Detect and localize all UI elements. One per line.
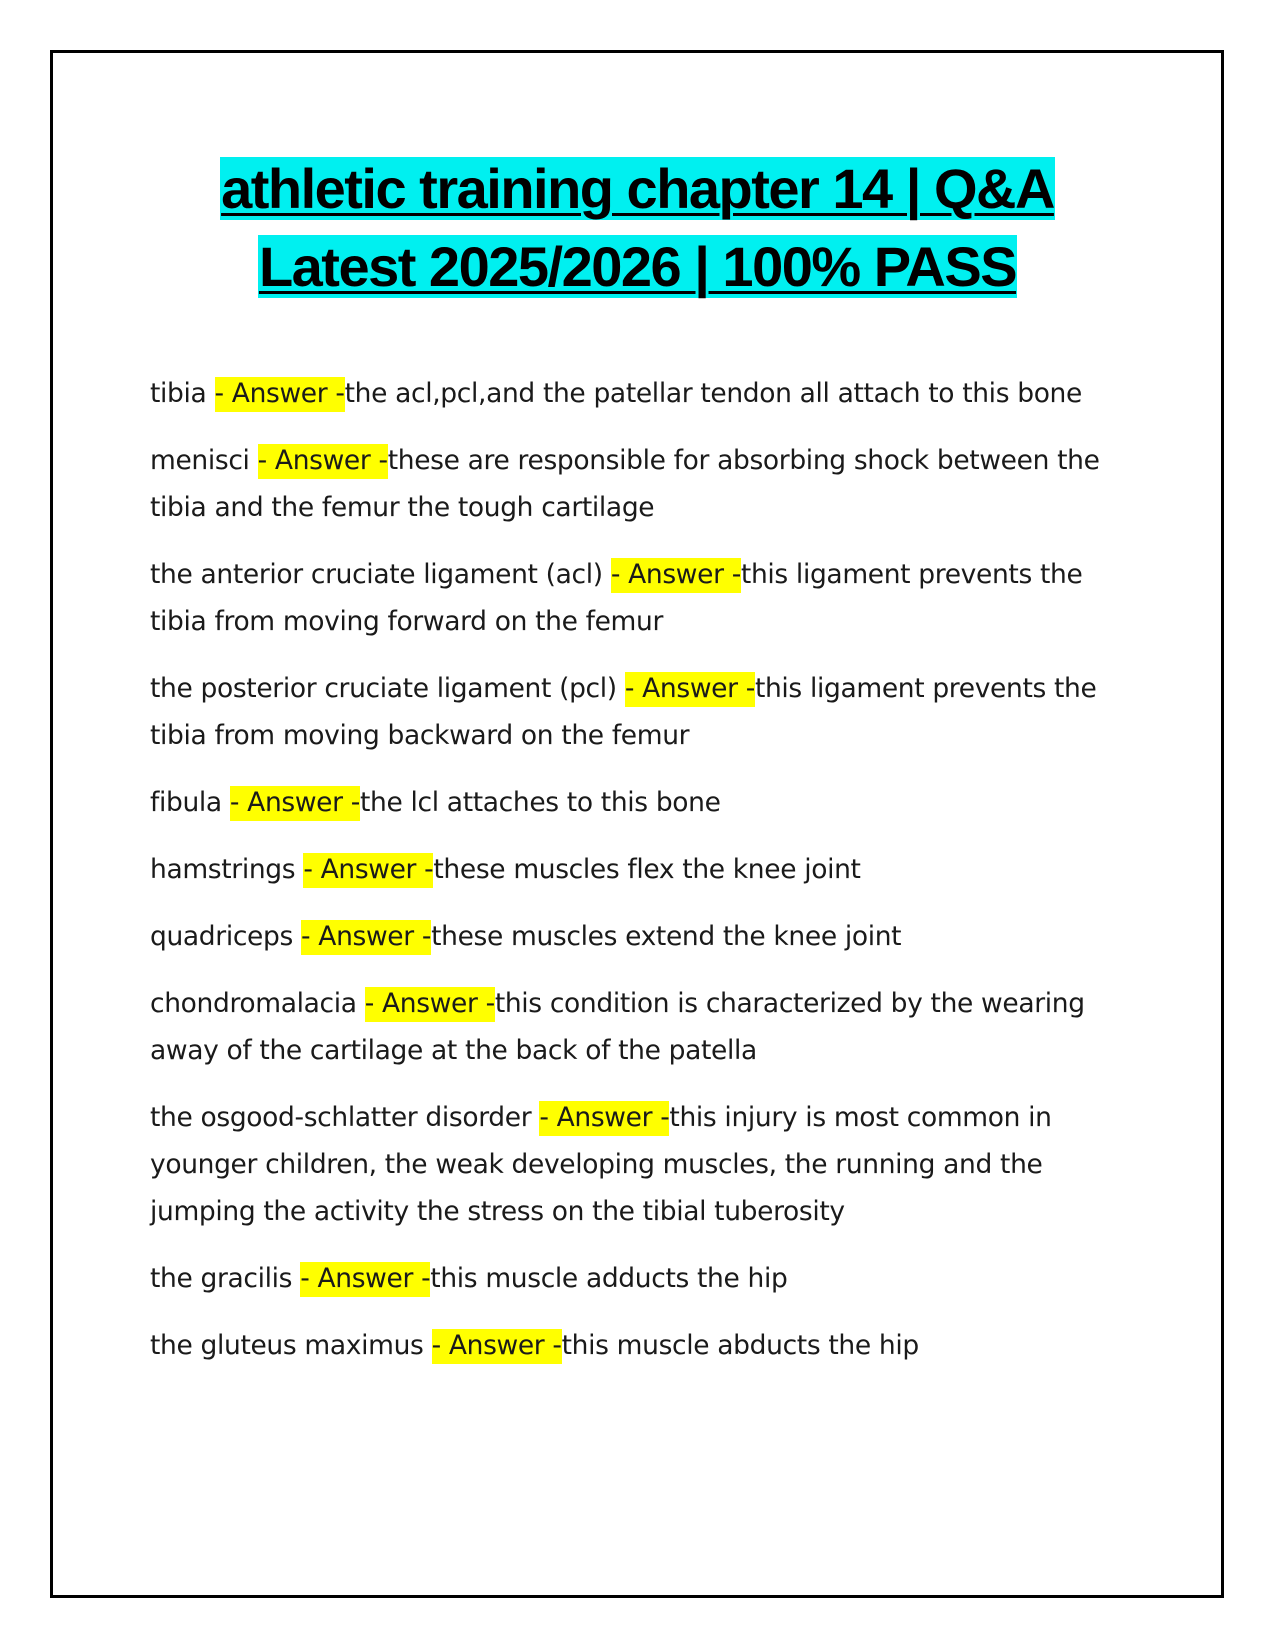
answer-marker: - Answer -	[432, 1329, 562, 1364]
qa-answer: these are responsible for absorbing shock between the tibia and the femur the tough cartilage	[150, 445, 1100, 523]
answer-marker: - Answer -	[300, 1262, 430, 1297]
qa-term: fibula	[150, 787, 230, 818]
qa-item	[150, 779, 1135, 826]
qa-list	[150, 370, 1135, 1389]
qa-item	[150, 1094, 1135, 1235]
answer-marker: - Answer -	[625, 672, 755, 707]
answer-marker: - Answer -	[611, 558, 741, 593]
qa-item	[150, 913, 1135, 960]
qa-term: the gluteus maximus	[150, 1330, 432, 1361]
qa-term: the posterior cruciate ligament (pcl)	[150, 673, 625, 704]
qa-answer: the acl,pcl,and the patellar tendon all attach to this bone	[344, 378, 1082, 409]
qa-item	[150, 437, 1135, 531]
qa-item	[150, 846, 1135, 893]
qa-item	[150, 1255, 1135, 1302]
answer-marker: - Answer -	[365, 987, 495, 1022]
answer-marker: - Answer -	[258, 444, 388, 479]
answer-marker: - Answer -	[539, 1101, 669, 1136]
qa-answer: this condition is characterized by the wearing away of the cartilage at the back of the patella	[150, 988, 1085, 1066]
qa-answer: this muscle abducts the hip	[561, 1330, 919, 1361]
answer-marker: - Answer -	[230, 786, 360, 821]
qa-item	[150, 551, 1135, 645]
answer-marker: - Answer -	[303, 853, 433, 888]
qa-answer: this injury is most common in younger children, the weak developing muscles, the running and the jumping the activity the stress on the tibial tuberosity	[150, 1102, 1052, 1227]
qa-answer: this muscle adducts the hip	[430, 1263, 788, 1294]
page-title	[80, 150, 1195, 306]
qa-item	[150, 665, 1135, 759]
answer-marker: - Answer -	[301, 920, 431, 955]
qa-answer: these muscles flex the knee joint	[433, 854, 861, 885]
qa-item	[150, 370, 1135, 417]
qa-answer: the lcl attaches to this bone	[359, 787, 721, 818]
qa-answer: this ligament prevents the tibia from moving forward on the femur	[150, 559, 1083, 637]
qa-term: the osgood-schlatter disorder	[150, 1102, 540, 1133]
title-line-1: athletic training chapter 14 | Q&A	[221, 157, 1054, 220]
answer-marker: - Answer -	[215, 377, 345, 412]
qa-term: tibia	[150, 378, 215, 409]
qa-term: quadriceps	[150, 921, 302, 952]
qa-term: the anterior cruciate ligament (acl)	[150, 559, 611, 590]
qa-term: menisci	[150, 445, 258, 476]
qa-answer: these muscles extend the knee joint	[431, 921, 902, 952]
qa-item	[150, 1322, 1135, 1369]
title-line-2: Latest 2025/2026 | 100% PASS	[258, 235, 1017, 298]
qa-term: hamstrings	[150, 854, 304, 885]
qa-term: chondromalacia	[150, 988, 365, 1019]
qa-item	[150, 980, 1135, 1074]
qa-answer: this ligament prevents the tibia from moving backward on the femur	[150, 673, 1097, 751]
qa-term: the gracilis	[150, 1263, 301, 1294]
